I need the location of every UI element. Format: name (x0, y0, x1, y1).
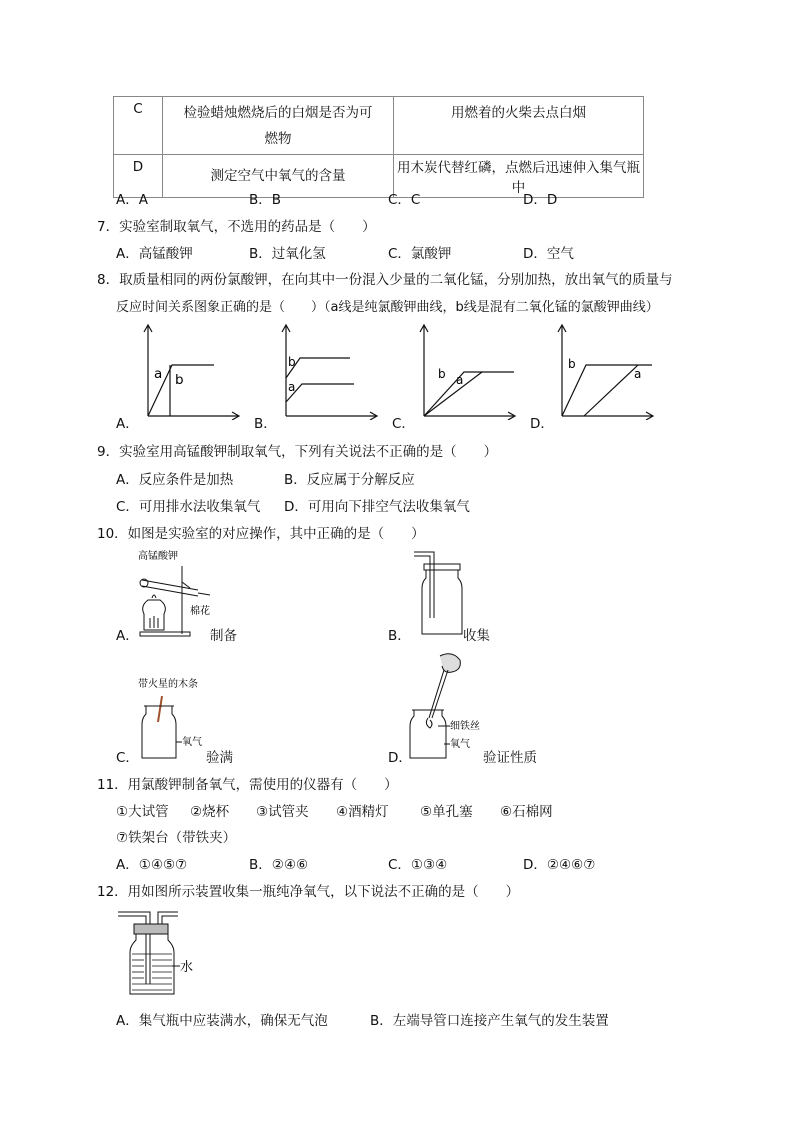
q10-option-a[interactable]: A． (116, 628, 139, 644)
q8-graph-c (416, 320, 526, 420)
q10-stem: 10．如图是实验室的对应操作，其中正确的是（ ） (97, 526, 425, 542)
q10-b-caption: 收集 (463, 628, 490, 644)
q6-option-c[interactable]: C．C (388, 192, 421, 208)
curve-label-b: b (438, 367, 446, 381)
q9-option-a[interactable]: A．反应条件是加热 (116, 472, 234, 488)
q9-option-b[interactable]: B．反应属于分解反应 (284, 472, 415, 488)
figure-label-water: 水 (180, 960, 194, 975)
q9-option-d[interactable]: D．可用向下排空气法收集氧气 (284, 499, 470, 515)
figure-label-glowing-splint: 带火星的木条 (138, 679, 198, 690)
q8-graph-b (278, 320, 388, 420)
table-cell-purpose: 检验蜡烛燃烧后的白烟是否为可燃物 (163, 97, 394, 155)
table-cell-method: 用木炭代替红磷，点燃后迅速伸入集气瓶中 (394, 155, 644, 198)
curve-label-b: b (288, 355, 296, 369)
figure-label-cotton: 棉花 (190, 606, 210, 617)
figure-label-oxygen: 氧气 (182, 737, 202, 748)
q8-stem-line2: 反应时间关系图象正确的是（ ）（a线是纯氯酸钾曲线，b线是混有二氧化锰的氯酸钾曲线） (116, 300, 659, 315)
figure-label-potassium-permanganate: 高锰酸钾 (138, 551, 178, 562)
q10-d-caption: 验证性质 (483, 750, 537, 766)
q10-c-figure (136, 676, 216, 762)
options-table (113, 96, 644, 198)
table-row (114, 155, 644, 198)
table-cell-key: D (114, 155, 163, 198)
q10-d-figure (404, 648, 484, 762)
q10-option-d[interactable]: D． (388, 750, 412, 766)
q11-option-d[interactable]: D．②④⑥⑦ (523, 857, 596, 873)
q8-option-d[interactable]: D． (530, 416, 554, 432)
q8-graph-d (554, 320, 664, 420)
q11-item: ①大试管 (116, 804, 169, 820)
q12-option-a[interactable]: A．集气瓶中应装满水，确保无气泡 (116, 1013, 328, 1029)
curve-label-a: a (288, 380, 296, 394)
q11-option-b[interactable]: B．②④⑥ (249, 857, 309, 873)
table-row (114, 97, 644, 155)
q12-figure (112, 904, 222, 1000)
q10-option-c[interactable]: C． (116, 750, 139, 766)
q12-option-b[interactable]: B．左端导管口连接产生氧气的发生装置 (370, 1013, 609, 1029)
q8-option-c[interactable]: C． (392, 416, 415, 432)
table-cell-method: 用燃着的火柴去点白烟 (394, 97, 644, 155)
curve-label-b: b (568, 357, 576, 371)
q10-a-caption: 制备 (210, 628, 237, 644)
q9-option-c[interactable]: C．可用排水法收集氧气 (116, 499, 261, 515)
q11-item: ②烧杯 (190, 804, 230, 820)
curve-label-a: a (154, 366, 163, 382)
q12-stem: 12．用如图所示装置收集一瓶纯净氧气，以下说法不正确的是（ ） (97, 884, 520, 900)
q10-a-figure (130, 548, 220, 640)
q8-graph-a (140, 320, 250, 420)
q8-option-b[interactable]: B． (254, 416, 277, 432)
table-cell-purpose: 测定空气中氧气的含量 (163, 155, 394, 198)
q10-c-caption: 验满 (206, 750, 233, 766)
q8-option-a[interactable]: A． (116, 416, 139, 432)
q7-option-c[interactable]: C．氯酸钾 (388, 246, 452, 262)
q11-option-a[interactable]: A．①④⑤⑦ (116, 857, 188, 873)
q11-item: ⑥石棉网 (500, 804, 553, 820)
curve-label-a: a (634, 367, 642, 381)
q9-stem: 9．实验室用高锰酸钾制取氧气，下列有关说法不正确的是（ ） (97, 444, 498, 460)
curve-label-b: b (175, 372, 184, 388)
q7-option-d[interactable]: D．空气 (523, 246, 574, 262)
q11-item: ⑤单孔塞 (420, 804, 473, 820)
table-cell-key: C (114, 97, 163, 155)
q11-item: ③试管夹 (256, 804, 309, 820)
figure-label-oxygen: 氧气 (450, 739, 470, 750)
q11-stem: 11．用氯酸钾制备氧气，需使用的仪器有（ ） (97, 777, 398, 793)
q11-item: ④酒精灯 (336, 804, 389, 820)
q6-option-d[interactable]: D．D (523, 192, 558, 208)
q11-item: ⑦铁架台（带铁夹） (116, 830, 237, 846)
q7-option-b[interactable]: B．过氧化氢 (249, 246, 326, 262)
q7-option-a[interactable]: A．高锰酸钾 (116, 246, 193, 262)
q10-option-b[interactable]: B． (388, 628, 411, 644)
figure-label-iron-wire: 细铁丝 (450, 721, 480, 732)
q8-stem-line1: 8．取质量相同的两份氯酸钾，在向其中一份混入少量的二氧化锰，分别加热，放出氧气的质量与 (97, 272, 673, 288)
curve-label-a: a (456, 373, 464, 387)
q7-stem: 7．实验室制取氧气，不选用的药品是（ ） (97, 219, 376, 235)
q11-option-c[interactable]: C．①③④ (388, 857, 448, 873)
q6-option-b[interactable]: B．B (249, 192, 282, 208)
q6-option-a[interactable]: A．A (116, 192, 148, 208)
